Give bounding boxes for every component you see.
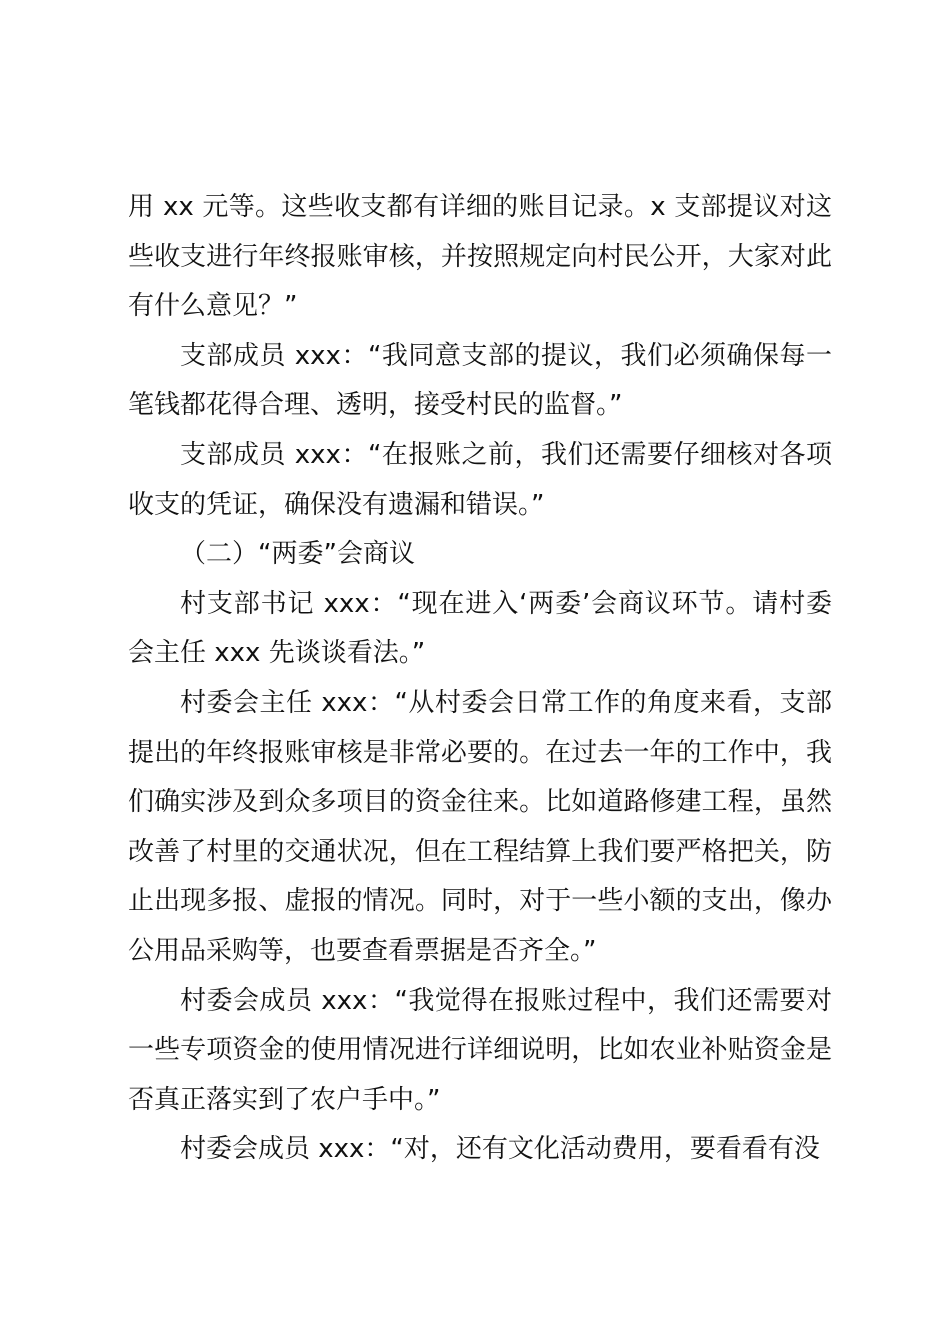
paragraph: 村委会主任 xxx：“从村委会日常工作的角度来看，支部提出的年终报账审核是非常必要的。在过去一年的工作中，我们确实涉及到众多项目的资金往来。比如道路修建工程，虽然改善了村里的交通状况，但在工程结算上我们要严格把关，防止出现多报、虚报的情况。同时，对于一些小额的支出，像办公用品采购等，也要查看票据是否齐全。”	[128, 687, 832, 966]
paragraph: 村支部书记 xxx：“现在进入‘两委’会商议环节。请村委会主任 xxx 先谈谈看法。”	[128, 588, 832, 669]
section-heading: （二）“两委”会商议	[180, 539, 415, 570]
paragraph: 用 xx 元等。这些收支都有详细的账目记录。x 支部提议对这些收支进行年终报账审核，并按照规定向村民公开，大家对此有什么意见？”	[128, 192, 832, 322]
document-body	[128, 183, 832, 1175]
paragraph: 村委会成员 xxx：“对，还有文化活动费用，要看看有没	[180, 1134, 820, 1165]
paragraph: 村委会成员 xxx：“我觉得在报账过程中，我们还需要对一些专项资金的使用情况进行详细说明，比如农业补贴资金是否真正落实到了农户手中。”	[128, 985, 832, 1115]
paragraph: 支部成员 xxx：“在报账之前，我们还需要仔细核对各项收支的凭证，确保没有遗漏和错误。”	[128, 439, 832, 520]
paragraph: 支部成员 xxx：“我同意支部的提议，我们必须确保每一笔钱都花得合理、透明，接受村民的监督。”	[128, 340, 832, 421]
